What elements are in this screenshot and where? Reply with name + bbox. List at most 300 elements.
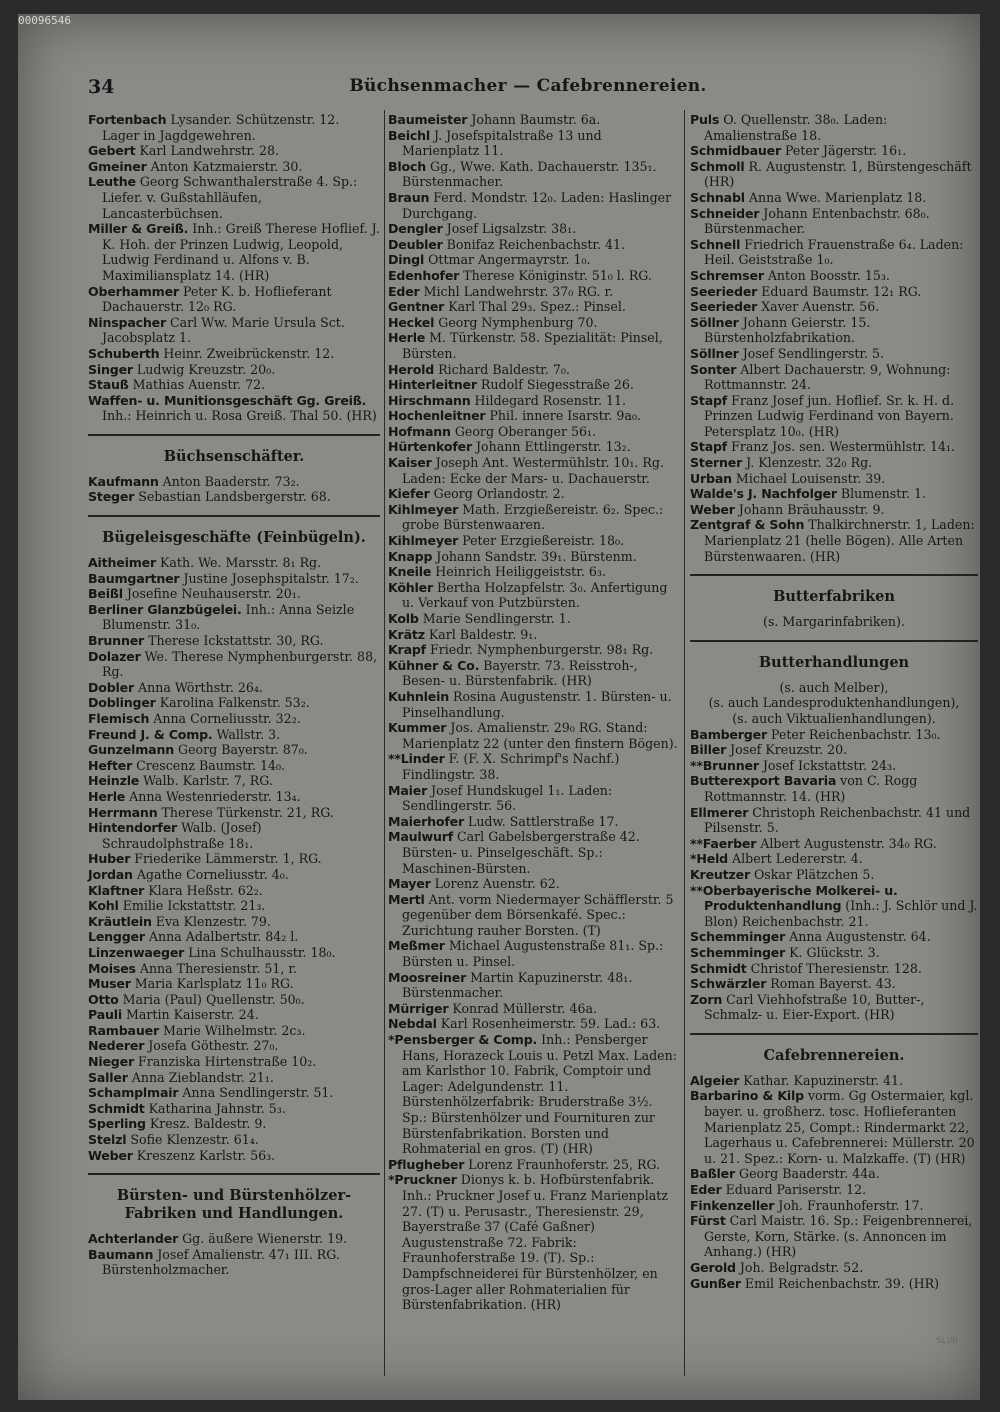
directory-entry (388, 892, 678, 939)
directory-entry (388, 938, 678, 969)
directory-entry (88, 1101, 380, 1117)
directory-entry (690, 455, 978, 471)
entry-details: Johann Sandstr. 39₁. Bürstenm. (432, 548, 637, 564)
entry-details: Karl Landwehrstr. 28. (135, 143, 280, 159)
entry-name: Heinzle (88, 773, 140, 789)
entry-name: Schuberth (88, 345, 160, 361)
entry-details: Phil. innere Isarstr. 9a₀. (485, 408, 641, 424)
directory-entry (388, 1016, 678, 1032)
entry-name: Saller (88, 1069, 128, 1085)
directory-entry (690, 159, 978, 190)
entry-name: Nederer (88, 1038, 145, 1054)
entry-details: Peter Reichenbachstr. 13₀. (766, 726, 941, 742)
entry-name: Aitheimer (88, 555, 156, 571)
entry-name: Krätz (388, 626, 425, 642)
section-note: (s. Margarinfabriken). (763, 614, 905, 630)
directory-entry (690, 393, 978, 440)
directory-entry (88, 1038, 380, 1054)
entry-name: Schemminger (690, 929, 786, 945)
directory-entry (388, 1001, 678, 1017)
directory-entry (88, 571, 380, 587)
directory-entry (88, 474, 380, 490)
section-heading: Cafebrennereien. (763, 1046, 905, 1064)
entry-name: Weber (88, 1147, 133, 1163)
entry-details: Walb. (Josef) Schraudolphstraße 18₁. (102, 820, 262, 851)
entry-name: Hochenleitner (388, 408, 486, 424)
directory-entry (88, 586, 380, 602)
entry-details: Michael Louisenstr. 39. (731, 470, 886, 486)
directory-entry (88, 758, 380, 774)
directory-entry (88, 695, 380, 711)
entry-details: Klara Heßstr. 62₂. (144, 882, 263, 898)
directory-entry (88, 649, 380, 680)
entry-details: Anna Theresienstr. 51, r. (135, 960, 298, 976)
directory-entry (690, 1073, 978, 1089)
entry-name: **Brunner (690, 757, 759, 773)
entry-name: Linzenwaeger (88, 944, 185, 960)
entry-details: Joseph Ant. Westermühlstr. 10₁. Rg. Laden: Ecke der Mars- u. Dachauerstr. (402, 455, 664, 486)
entry-details: Friedrich Frauenstraße 6₄. Laden: Heil. Geiststraße 1₀. (704, 236, 964, 268)
entry-name: Bamberger (690, 726, 767, 742)
directory-entry (88, 112, 380, 143)
entry-details: Inh.: Anna Seizle Blumenstr. 31₀. (102, 601, 355, 633)
entry-details: Georg Nymphenburg 70. (434, 314, 598, 330)
entry-details: Franziska Hirtenstraße 10₂. (133, 1054, 317, 1070)
entry-details: Anna Wwe. Marienplatz 18. (744, 189, 927, 205)
entry-name: Eder (388, 283, 420, 299)
directory-entry (690, 299, 978, 315)
entry-details: Georg Bayerstr. 87₀. (174, 742, 308, 758)
entry-name: Singer (88, 361, 133, 377)
entry-name: Baumgartner (88, 570, 180, 586)
directory-entry (388, 486, 678, 502)
entry-details: Johann Ettlingerstr. 13₂. (471, 439, 631, 455)
directory-entry (690, 1276, 978, 1292)
entry-details: Carl Viehhofstraße 10, Butter-, Schmalz- u. Eier-Export. (HR) (704, 991, 925, 1023)
directory-entry (88, 820, 380, 851)
entry-name: Maier (388, 782, 428, 798)
entry-name: Hürtenkofer (388, 439, 472, 455)
directory-entry (690, 1260, 978, 1276)
directory-entry (690, 315, 978, 346)
entry-details: Xaver Auenstr. 56. (757, 299, 880, 315)
entry-details: Lorenz Fraunhoferstr. 25, RG. (464, 1156, 661, 1172)
entry-details: Lina Schulhausstr. 18₀. (184, 944, 336, 960)
directory-entry (88, 992, 380, 1008)
entry-name: Stelzl (88, 1132, 127, 1148)
entry-name: **Faerber (690, 835, 757, 851)
directory-entry (690, 851, 978, 867)
entry-details: Albert Dachauerstr. 9, Wohnung: Rottmannstr. 24. (704, 361, 951, 393)
entry-details: Kresz. Baldestr. 9. (145, 1116, 267, 1132)
entry-name: Herle (88, 788, 126, 804)
entry-details: Therese Türkenstr. 21, RG. (157, 804, 334, 820)
entry-details: Carl Gabelsbergerstraße 42. Bürsten- u. Pinselgeschäft. Sp.: Maschinen-Bürsten. (402, 829, 640, 876)
column-2 (388, 112, 678, 1390)
entry-name: Klaftner (88, 882, 145, 898)
entry-details: Ferd. Mondstr. 12₀. Laden: Haslinger Durchgang. (402, 189, 672, 221)
entry-details: Walb. Karlstr. 7, RG. (139, 773, 273, 789)
entry-details: Inh.: Greiß Therese Hoflief. J. K. Hoh. der Prinzen Ludwig, Leopold, Ludwig Ferdinand u. Alfons v. B. Maximiliansplatz 14. (HR) (102, 221, 380, 283)
directory-entry (388, 720, 678, 751)
directory-entry (388, 580, 678, 611)
entry-details: Josef Ligsalzstr. 38₁. (442, 221, 577, 237)
section-rule (88, 1173, 380, 1175)
directory-entry (388, 128, 678, 159)
entry-name: Schmidt (88, 1100, 145, 1116)
entry-details: Anna Westenriederstr. 13₄. (125, 788, 301, 804)
directory-entry (88, 1085, 380, 1101)
directory-entry (88, 143, 380, 159)
directory-entry (388, 783, 678, 814)
directory-entry (88, 898, 380, 914)
entry-details: Martin Kaiserstr. 24. (122, 1007, 259, 1023)
column-3 (690, 112, 978, 1390)
entry-name: Herold (388, 361, 435, 377)
entry-name: Pflugheber (388, 1156, 465, 1172)
entry-name: Gmeiner (88, 158, 147, 174)
entry-details: Rosina Augustenstr. 1. Bürsten- u. Pinselhandlung. (402, 688, 672, 720)
directory-entry (388, 829, 678, 876)
directory-entry (388, 362, 678, 378)
directory-entry (388, 502, 678, 533)
entry-details: Franz Josef jun. Hoflief. Sr. k. H. d. Prinzen Ludwig Ferdinand von Bayern. Petersplatz 10₀. (HR) (704, 392, 955, 439)
entry-details: Josef Kreuzstr. 20. (726, 742, 848, 758)
entry-name: Hintendorfer (88, 820, 178, 836)
entry-details: Albert Augustenstr. 34₀ RG. (756, 835, 937, 851)
entry-details: Sofie Klenzestr. 61₄. (126, 1132, 259, 1148)
entry-details: O. Quellenstr. 38₀. Laden: Amalienstraße 18. (704, 112, 888, 143)
directory-entry (88, 727, 380, 743)
directory-entry (88, 883, 380, 899)
directory-entry (690, 1198, 978, 1214)
entry-details: Friedr. Nymphenburgerstr. 98₁ Rg. (425, 642, 654, 658)
directory-entry (388, 658, 678, 689)
entry-name: Kohl (88, 898, 119, 914)
entry-details: Carl Maistr. 16. Sp.: Feigenbrennerei, Gerste, Korn, Stärke. (s. Annoncen im Anhang.) (HR) (704, 1213, 973, 1260)
directory-entry (388, 564, 678, 580)
entry-name: Miller & Greiß. (88, 221, 189, 237)
directory-entry (690, 143, 978, 159)
directory-entry (388, 237, 678, 253)
directory-entry (88, 602, 380, 633)
entry-details: Peter K. b. Hoflieferant Dachauerstr. 12₀ RG. (102, 283, 332, 315)
entry-name: Baumann (88, 1246, 154, 1262)
directory-entry (690, 1166, 978, 1182)
directory-entry (388, 611, 678, 627)
entry-details: Inh.: Heinrich u. Rosa Greiß. Thal 50. (HR) (102, 408, 377, 424)
directory-entry (88, 489, 380, 505)
entry-details: Marie Wilhelmstr. 2c₃. (158, 1022, 306, 1038)
entry-name: Sonter (690, 361, 737, 377)
entry-details: Michael Augustenstraße 81₁. Sp.: Bürsten u. Pinsel. (402, 938, 664, 970)
directory-entry (690, 758, 978, 774)
entry-name: Kummer (388, 720, 447, 736)
entry-details: Math. Erzgießereistr. 6₂. Spec.: grobe Bürstenwaaren. (402, 501, 664, 533)
entry-details: Ludw. Sattlerstraße 17. (463, 813, 619, 829)
entry-details: Kreszenz Karlstr. 56₃. (132, 1147, 276, 1163)
page-number: 34 (88, 76, 115, 98)
entry-details: Peter Jägerstr. 16₁. (781, 143, 907, 159)
entry-name: Weber (690, 501, 735, 517)
directory-entry (388, 1032, 678, 1157)
entry-details: Maria Karlsplatz 11₀ RG. (130, 976, 294, 992)
entry-name: Hofmann (388, 423, 451, 439)
directory-entry (88, 284, 380, 315)
entry-details: Anton Katzmaierstr. 30. (146, 158, 303, 174)
entry-name: Söllner (690, 345, 739, 361)
entry-name: Biller (690, 742, 727, 758)
entry-details: Franz Jos. sen. Westermühlstr. 14₁. (727, 439, 956, 455)
entry-name: Schmoll (690, 158, 745, 174)
directory-entry (388, 424, 678, 440)
entry-name: Barbarino & Kilp (690, 1088, 804, 1104)
entry-details: Bertha Holzapfelstr. 3₀. Anfertigung u. Verkauf von Putzbürsten. (402, 579, 668, 611)
entry-details: Johann Geierstr. 15. Bürstenholzfabrikation. (704, 314, 871, 346)
entry-name: Waffen- u. Munitionsgeschäft Gg. Greiß. (88, 392, 367, 408)
entry-details: Johann Baumstr. 6a. (467, 112, 601, 127)
entry-details: Dionys k. b. Hofbürstenfabrik. Inh.: Pruckner Josef u. Franz Marienplatz 27. (T) u. Perusastr., Theresienstr. 29, Bayerstraße 37 (Café Gaßner) Augustenstraße 72. Fabrik: Fraunhoferstraße 19. (T). Sp.: Dampfschneiderei für Bürstenhölzer, en gros-Lager aller Rohmaterialien für Bürstenfabrikation. (HR) (402, 1172, 668, 1313)
entry-name: Flemisch (88, 711, 150, 726)
entry-name: *Held (690, 851, 728, 867)
section-rule (88, 434, 380, 436)
directory-entry (88, 1247, 380, 1278)
entry-name: *Pensberger & Comp. (388, 1032, 538, 1048)
directory-entry (388, 455, 678, 486)
directory-entry (388, 268, 678, 284)
directory-entry (690, 362, 978, 393)
directory-entry (690, 502, 978, 518)
entry-details: Josef Hundskugel 1₁. Laden: Sendlingerstr. 56. (402, 782, 613, 814)
directory-entry (388, 299, 678, 315)
entry-name: Kaufmann (88, 473, 159, 489)
entry-name: Puls (690, 112, 720, 127)
entry-name: Herle (388, 330, 426, 346)
entry-details: Katharina Jahnstr. 5₃. (144, 1100, 286, 1116)
entry-details: We. Therese Nymphenburgerstr. 88, Rg. (102, 648, 378, 680)
directory-entry (690, 992, 978, 1023)
entry-details: Josefine Neuhauserstr. 20₁. (122, 586, 301, 602)
section-note: (s. auch Viktualienhandlungen). (732, 711, 936, 726)
entry-name: Zentgraf & Sohn (690, 517, 805, 533)
entry-details: Emilie Ickstattstr. 21₃. (118, 898, 266, 914)
entry-name: Urban (690, 470, 732, 486)
entry-details: Josef Amalienstr. 47₁ III. RG. Bürstenholzmacher. (102, 1246, 340, 1278)
directory-entry (88, 1116, 380, 1132)
entry-details: R. Augustenstr. 1, Bürstengeschäft (HR) (704, 158, 972, 190)
entry-name: Gentner (388, 299, 445, 315)
entry-name: Baumeister (388, 112, 468, 127)
entry-name: Beichl (388, 127, 431, 143)
entry-details: J. Josefspitalstraße 13 und Marienplatz 11. (402, 127, 602, 159)
directory-entry (690, 742, 978, 758)
entry-name: Mürriger (388, 1000, 449, 1016)
entry-details: Kath. We. Marsstr. 8₁ Rg. (155, 555, 322, 571)
entry-details: Anna Wörthstr. 26₄. (134, 679, 263, 695)
entry-details: Karolina Falkenstr. 53₂. (155, 695, 310, 711)
entry-name: Bloch (388, 158, 426, 174)
entry-details: Richard Baldestr. 7₀. (434, 361, 570, 377)
entry-details: Lysander. Schützenstr. 12. Lager in Jagdgewehren. (102, 112, 340, 143)
entry-name: Dolazer (88, 648, 141, 664)
entry-name: Gunzelmann (88, 742, 175, 758)
directory-entry (690, 1088, 978, 1166)
directory-entry (88, 1148, 380, 1164)
entry-details: Oskar Plätzchen 5. (749, 866, 875, 882)
entry-name: Köhler (388, 579, 434, 595)
section-note: (s. auch Landesproduktenhandlungen), (708, 695, 960, 711)
directory-entry (690, 206, 978, 237)
entry-name: Dobler (88, 679, 134, 695)
section-rule (690, 574, 978, 576)
entry-name: Schmidbauer (690, 143, 781, 159)
directory-entry (88, 362, 380, 378)
entry-name: Gebert (88, 143, 136, 159)
entry-details: Blumenstr. 1. (836, 486, 926, 502)
directory-entry (88, 742, 380, 758)
directory-entry (388, 814, 678, 830)
entry-name: Moosreiner (388, 969, 467, 985)
entry-name: Fürst (690, 1213, 726, 1229)
entry-details: Josef Sendlingerstr. 5. (738, 345, 885, 361)
directory-entry (88, 1023, 380, 1039)
directory-entry (388, 876, 678, 892)
section-rule (690, 1033, 978, 1035)
directory-entry (88, 1231, 380, 1247)
entry-name: Kihlmeyer (388, 533, 459, 549)
entry-name: *Pruckner (388, 1172, 457, 1188)
directory-entry (88, 851, 380, 867)
entry-name: Knapp (388, 548, 433, 564)
entry-details: Agathe Corneliusstr. 4₀. (132, 866, 289, 882)
directory-entry (388, 315, 678, 331)
library-stamp: SLUB (936, 1336, 958, 1346)
entry-details: Jos. Amalienstr. 29₀ RG. Stand: Marienplatz 22 (unter den finstern Bögen). (402, 720, 678, 751)
entry-name: Schnabl (690, 189, 745, 205)
entry-name: Maulwurf (388, 829, 454, 845)
entry-name: Mayer (388, 876, 431, 892)
entry-name: Stapf (690, 439, 728, 455)
directory-entry (690, 976, 978, 992)
entry-name: Kreutzer (690, 866, 750, 882)
entry-details: Georg Orlandostr. 2. (429, 486, 565, 502)
entry-details: Josef Ickstattstr. 24₃. (758, 757, 897, 773)
entry-name: Moises (88, 960, 136, 976)
directory-entry (388, 439, 678, 455)
column-divider (684, 110, 685, 1376)
section-heading: Büchsenschäfter. (163, 447, 305, 465)
entry-details: Anna Sendlingerstr. 51. (178, 1085, 334, 1101)
directory-entry (388, 689, 678, 720)
entry-name: Kräutlein (88, 913, 152, 929)
directory-entry (388, 252, 678, 268)
entry-details: Bayerstr. 73. Reisstroh-, Besen- u. Bürstenfabrik. (HR) (402, 657, 638, 689)
entry-name: Ninspacher (88, 314, 167, 330)
entry-name: Dingl (388, 252, 425, 268)
entry-details: Anna Augustenstr. 64. (785, 929, 931, 945)
directory-entry (388, 330, 678, 361)
entry-name: Stapf (690, 392, 728, 408)
directory-entry (88, 1054, 380, 1070)
entry-name: **Linder (388, 751, 445, 767)
entry-name: Kaiser (388, 455, 432, 471)
directory-entry (88, 174, 380, 221)
column-divider (384, 110, 385, 1376)
entry-details: Karl Baldestr. 9₁. (424, 626, 538, 642)
directory-entry (690, 284, 978, 300)
entry-details: Sebastian Landsbergerstr. 68. (134, 489, 331, 505)
entry-details: Peter Erzgießereistr. 18₀. (458, 533, 625, 549)
directory-entry (388, 642, 678, 658)
directory-entry (88, 633, 380, 649)
entry-details: Emil Reichenbachstr. 39. (HR) (740, 1275, 940, 1291)
directory-entry (88, 914, 380, 930)
directory-entry (88, 805, 380, 821)
entry-name: Jordan (88, 866, 133, 882)
entry-name: Beißl (88, 586, 123, 602)
directory-entry (388, 751, 678, 782)
directory-entry (388, 393, 678, 409)
entry-name: Kühner & Co. (388, 657, 480, 673)
entry-details: Maria (Paul) Quellenstr. 50₀. (118, 991, 305, 1007)
entry-name: Gunßer (690, 1275, 741, 1291)
entry-name: Achterlander (88, 1231, 179, 1247)
entry-details: Johann Bräuhausstr. 9. (734, 501, 885, 517)
entry-details: Karl Thal 29₃. Spez.: Pinsel. (444, 299, 626, 315)
entry-name: Heckel (388, 314, 435, 330)
entry-name: Hinterleitner (388, 377, 477, 393)
entry-details: Wallstr. 3. (212, 726, 281, 742)
entry-name: Krapf (388, 642, 426, 658)
entry-name: Algeier (690, 1072, 740, 1088)
directory-entry (88, 976, 380, 992)
entry-name: Pauli (88, 1007, 122, 1023)
entry-name: Eder (690, 1182, 722, 1198)
entry-name: Otto (88, 991, 119, 1007)
entry-name: Rambauer (88, 1022, 159, 1038)
entry-name: Kneile (388, 564, 432, 580)
entry-name: Meßmer (388, 938, 445, 954)
directory-entry (388, 377, 678, 393)
directory-entry (88, 961, 380, 977)
directory-entry (88, 680, 380, 696)
entry-details: Anna Corneliusstr. 32₂. (149, 711, 301, 726)
entry-details: Michl Landwehrstr. 37₀ RG. r. (419, 283, 614, 299)
directory-entry (88, 945, 380, 961)
entry-details: Heinr. Zweibrückenstr. 12. (159, 345, 335, 361)
directory-entry (88, 377, 380, 393)
entry-name: Söllner (690, 314, 739, 330)
entry-name: Braun (388, 189, 430, 205)
section-heading: Butterhandlungen (758, 653, 910, 671)
entry-details: Georg Oberanger 56₁. (450, 423, 597, 439)
entry-name: Sterner (690, 455, 743, 471)
directory-entry (690, 805, 978, 836)
entry-name: Freund J. & Comp. (88, 726, 213, 742)
entry-details: vorm. Gg Ostermaier, kgl. bayer. u. großherz. tosc. Hoflieferanten Marienplatz 25, Compt.: Rindermarkt 22, Lagerhaus u. Cafebrennerei: Müllerstr. 20 u. 21. Spez.: Korn- u. Malzkaffe. (T) (HR) (704, 1088, 975, 1166)
directory-entry (388, 1172, 678, 1312)
directory-entry (388, 970, 678, 1001)
directory-entry (388, 284, 678, 300)
entry-details: J. Klenzestr. 32₀ Rg. (742, 455, 873, 471)
entry-details: Crescenz Baumstr. 14₀. (132, 757, 286, 773)
entry-details: Eva Klenzestr. 79. (151, 913, 271, 929)
entry-name: Ellmerer (690, 804, 749, 820)
section-note: (s. auch Melber), (779, 679, 889, 695)
directory-entry (88, 393, 380, 424)
entry-name: Brunner (88, 633, 145, 649)
entry-name: Schmidt (690, 960, 747, 976)
